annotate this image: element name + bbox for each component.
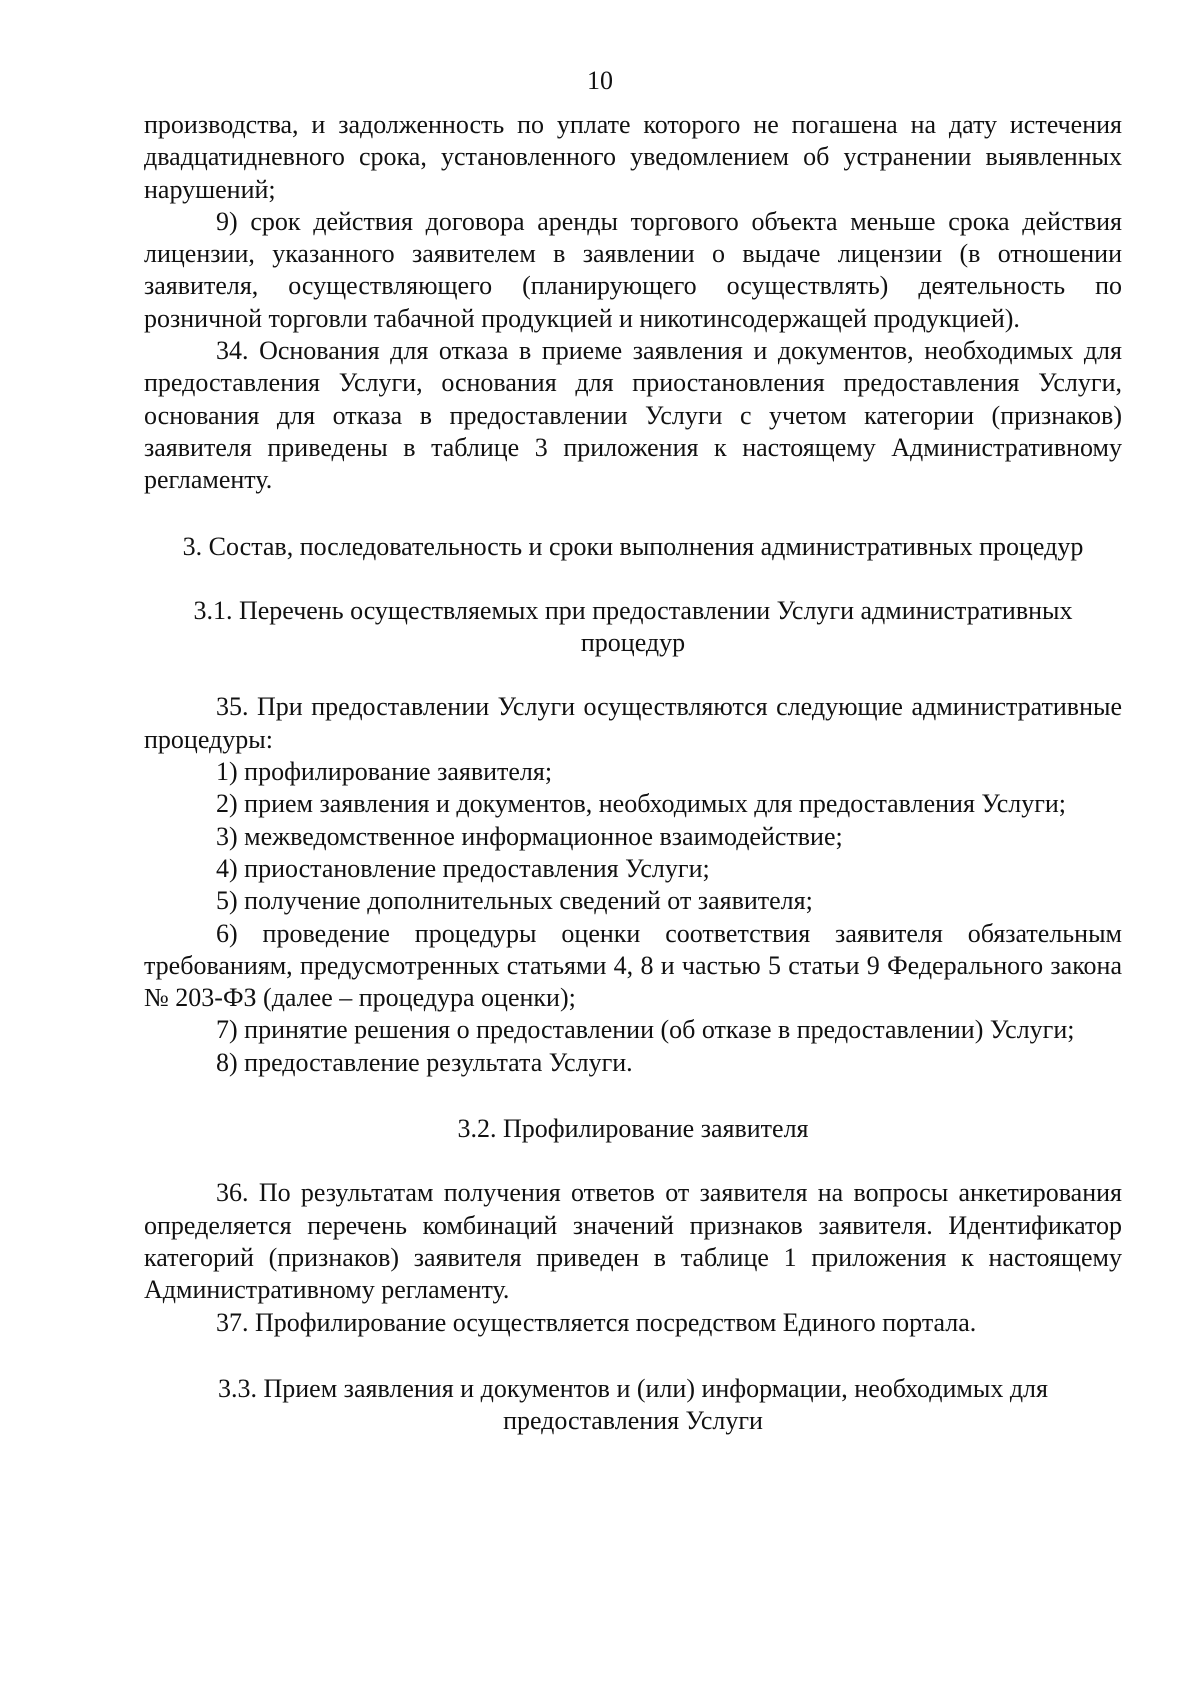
paragraph-35: 35. При предоставлении Услуги осуществляются следующие административные процедуры: [144,692,1122,754]
list-item: 8) предоставление результата Услуги. [216,1047,633,1077]
document-body [144,109,1122,1437]
list-item: 2) прием заявления и документов, необходимых для предоставления Услуги; [216,789,1067,819]
paragraph-continuation: производства, и задолженность по уплате которого не погашена на дату истечения двадцатидневного срока, установленного уведомлением об устранении выявленных нарушений; [144,110,1122,204]
paragraph-37: 37. Профилирование осуществляется посредством Единого портала. [216,1307,977,1337]
paragraph-34: 34. Основания для отказа в приеме заявления и документов, необходимых для предоставления Услуги, основания для приостановления предоставления Услуги, основания для отказа в предоставлении Услуги с учетом категории (признаков) заявителя приведены в таблице 3 приложения к настоящему Административному регламенту. [144,336,1122,495]
list-item: 1) профилирование заявителя; [216,757,553,787]
list-item: 7) принятие решения о предоставлении (об отказе в предоставлении) Услуги; [216,1015,1075,1045]
section-heading-3-2: 3.2. Профилирование заявителя [457,1114,809,1144]
list-item: 6) проведение процедуры оценки соответствия заявителя обязательным требованиям, предусмотренных статьями 4, 8 и частью 5 статьи 9 Федерального закона № 203-ФЗ (далее – процедура оценки); [144,918,1122,1013]
list-item: 5) получение дополнительных сведений от заявителя; [216,886,813,916]
paragraph-36: 36. По результатам получения ответов от заявителя на вопросы анкетирования определяется перечень комбинаций значений признаков заявителя. Идентификатор категорий (признаков) заявителя приведен в таблице 1 приложения к настоящему Административному регламенту. [144,1178,1122,1305]
section-heading-3-1: 3.1. Перечень осуществляемых при предоставлении Услуги административных процедур [193,595,1073,658]
section-heading-3: 3. Состав, последовательность и сроки выполнения административных процедур [182,531,1084,561]
section-heading-3-3: 3.3. Прием заявления и документов и (или) информации, необходимых для предоставления Услуги [217,1373,1048,1436]
list-item: 4) приостановление предоставления Услуги; [216,853,710,883]
list-item: 3) межведомственное информационное взаимодействие; [216,821,843,851]
page-number: 10 [587,66,613,95]
paragraph-item-9: 9) срок действия договора аренды торгового объекта меньше срока действия лицензии, указанного заявителем в заявлении о выдаче лицензии (в отношении заявителя, осуществляющего (планирующего осуществлять) деятельность по розничной торговли табачной продукцией и никотинсодержащей продукцией). [144,206,1122,333]
